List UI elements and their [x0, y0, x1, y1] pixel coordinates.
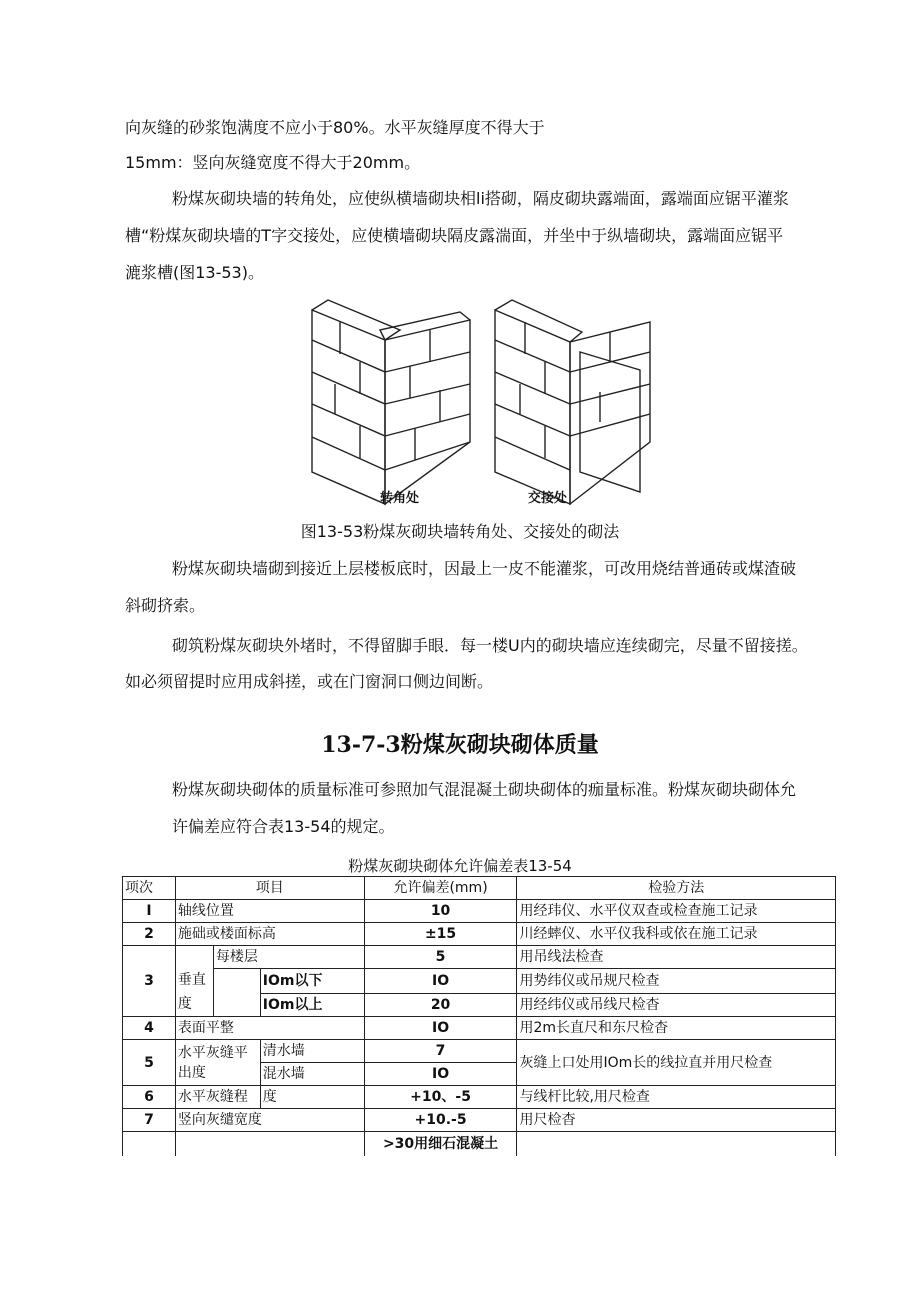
row-item: 施础或楼面标高 — [175, 923, 364, 946]
tee-wall-drawing — [495, 300, 650, 504]
row-subitem: 每楼层 — [213, 946, 364, 969]
figure-label-corner: 转角处 — [380, 491, 420, 506]
row-subitem: IOm以下 — [260, 969, 364, 994]
table-row — [123, 946, 836, 969]
row-value: IO — [364, 1063, 517, 1086]
empty-cell — [213, 969, 260, 1017]
row-number: 6 — [123, 1086, 176, 1109]
table-row — [123, 1132, 836, 1157]
row-value: 20 — [364, 994, 517, 1017]
row-method: 用尺检杳 — [517, 1109, 836, 1132]
paragraph-line: 粉煤灰砌块墙的转角处，应使纵横墙砌块相li搭砌，隔皮砌块露端面，露端面应锯平灌浆 — [172, 189, 789, 208]
row-item: 轴线位置 — [175, 900, 364, 923]
row-value: 7 — [364, 1040, 517, 1063]
corner-wall-drawing — [312, 300, 470, 504]
row-value: +10.-5 — [364, 1109, 517, 1132]
row-number: 5 — [123, 1040, 176, 1086]
row-number: 7 — [123, 1109, 176, 1132]
table-row — [123, 923, 836, 946]
row-method: 用经纬仪或吊线尺检杳 — [517, 994, 836, 1017]
row-method: 灰缝上口处用IOm长的线拉直并用尺检查 — [517, 1040, 836, 1086]
row-value: +10、-5 — [364, 1086, 517, 1109]
paragraph-line: 漉浆槽(图13-53)。 — [125, 263, 264, 282]
table-row — [123, 900, 836, 923]
row-number: 4 — [123, 1017, 176, 1040]
row-subitem: 混水墙 — [260, 1063, 364, 1086]
row-value: 5 — [364, 946, 517, 969]
row-method — [517, 1132, 836, 1157]
row-value: 10 — [364, 900, 517, 923]
row-method: 与线杆比较,用尺检查 — [517, 1086, 836, 1109]
tolerance-table — [122, 876, 836, 1156]
row-method: 用吊线法检查 — [517, 946, 836, 969]
row-subitem: IOm以上 — [260, 994, 364, 1017]
paragraph-line: 砌筑粉煤灰砌块外堵时，不得留脚手眼．每一楼U内的砌块墙应连续砌完，尽量不留接搓。 — [172, 636, 808, 655]
row-number: 3 — [123, 946, 176, 1017]
row-item — [175, 1040, 260, 1086]
table-row — [123, 1086, 836, 1109]
table-row — [123, 1109, 836, 1132]
table-row — [123, 1017, 836, 1040]
row-subitem: 度 — [260, 1086, 364, 1109]
paragraph-line: 许偏差应符合表13-54的规定。 — [172, 817, 395, 836]
row-number: I — [123, 900, 176, 923]
row-number — [123, 1132, 176, 1157]
paragraph-line: 槽“粉煤灰砌块墙的T字交接处，应使横墙砌块隔皮露湍面，并坐中于纵墙砌块，露端面应锯平 — [125, 226, 784, 245]
row-item-line: 垂直 — [177, 972, 206, 988]
row-subitem: 清水墙 — [260, 1040, 364, 1063]
table-caption: 粉煤灰砌块砌体允许偏差表13-54 — [348, 857, 572, 875]
section-heading: 13-7-3粉煤灰砌块砌体质量 — [321, 732, 599, 758]
row-item — [175, 1132, 364, 1157]
row-value: ±15 — [364, 923, 517, 946]
paragraph-line: 向灰缝的砂浆饱满度不应小于80%。水平灰缝厚度不得大于 — [125, 118, 545, 137]
row-method: 用经玮仪、水平仪双查或检查施工记录 — [517, 900, 836, 923]
figure-label-tee: 交接处 — [528, 491, 568, 506]
brick-wall-figure — [300, 292, 662, 514]
row-item-line: 出度 — [177, 1064, 206, 1081]
row-item: 水平灰缝程 — [175, 1086, 260, 1109]
row-item: 表面平整 — [175, 1017, 364, 1040]
row-item-line: 度 — [177, 996, 192, 1012]
paragraph-line: 粉煤灰砌块砌体的质量标准可参照加气混混凝土砌块砌体的痂量标准。粉煤灰砌块砌体允 — [172, 780, 797, 799]
paragraph-line: 粉煤灰砌块墙砌到接近上层楼板底时，因最上一皮不能灌浆，可改用烧结普通砖或煤渣破 — [172, 559, 797, 578]
paragraph-line: 如必须留提时应用成斜搓，或在门窗洞口侧边间断。 — [125, 672, 494, 691]
row-number: 2 — [123, 923, 176, 946]
paragraph-line: 15mm：竖向灰缝宽度不得大于20mm。 — [125, 153, 421, 172]
header-cell: 检验方法 — [517, 877, 836, 900]
row-value: IO — [364, 1017, 517, 1040]
row-item-line: 水平灰缝平 — [177, 1044, 248, 1061]
table-header-row — [123, 877, 836, 900]
row-value: >30用细石混凝土 — [364, 1132, 517, 1157]
row-item: 竖向灰缱宽度 — [175, 1109, 364, 1132]
row-method: 川经蟀仪、水平仪我科或依在施工记录 — [517, 923, 836, 946]
row-item — [175, 946, 213, 1017]
row-value: IO — [364, 969, 517, 994]
header-cell: 允许偏差(mm) — [364, 877, 517, 900]
table-row — [123, 969, 836, 994]
figure-caption: 图13-53粉煤灰砌块墙转角处、交接处的砌法 — [300, 522, 620, 541]
header-cell: 项次 — [123, 877, 176, 900]
row-method: 用2m长直尺和东尺检杳 — [517, 1017, 836, 1040]
row-method: 用势纬仪或吊规尺检查 — [517, 969, 836, 994]
header-cell: 项目 — [175, 877, 364, 900]
paragraph-line: 斜砌挤索。 — [125, 596, 206, 615]
table-row — [123, 1040, 836, 1063]
